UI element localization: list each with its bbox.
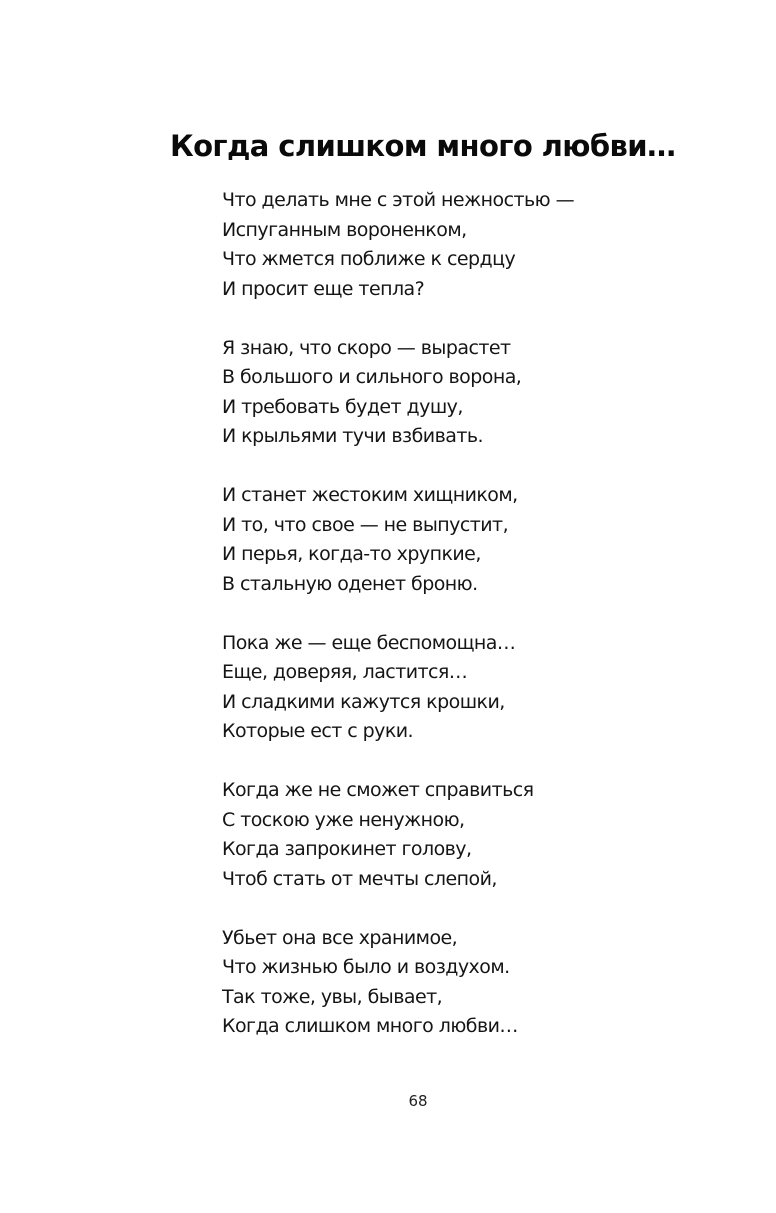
page-number: 68	[408, 1092, 428, 1110]
stanza-3	[222, 481, 682, 599]
verse-line: И станет жестоким хищником,	[222, 484, 518, 506]
verse-line: И то, что свое — не выпустит,	[222, 513, 509, 536]
verse-line: Что жизнью было и воздухом.	[222, 956, 510, 978]
verse-line: Так тоже, увы, бывает,	[222, 985, 443, 1008]
verse-line: Пока же — еще беспомощна…	[222, 631, 516, 654]
verse-line: И просит еще тепла?	[222, 277, 425, 300]
verse-line: Еще, доверяя, ластится…	[222, 661, 468, 683]
verse-line: Что жмется поближе к сердцу	[222, 248, 516, 270]
stanza-6	[222, 924, 682, 1042]
verse-line: Когда запрокинет голову,	[222, 838, 472, 860]
stanza-4	[222, 629, 682, 747]
verse-line: Когда слишком много любви…	[222, 1015, 518, 1037]
verse-line: Когда же не сможет справиться	[222, 779, 534, 801]
verse-line: С тоскою уже ненужною,	[222, 808, 465, 831]
verse-line: В большого и сильного ворона,	[222, 366, 522, 388]
stanza-1	[222, 186, 682, 304]
verse-line: Я знаю, что скоро — вырастет	[222, 336, 511, 359]
verse-line: И перья, когда-то хрупкие,	[222, 543, 481, 565]
poem-title: Когда слишком много любви…	[170, 129, 676, 163]
verse-line: Что делать мне с этой нежностью —	[222, 189, 575, 211]
verse-line: И требовать будет душу,	[222, 395, 463, 418]
stanza-2	[222, 334, 682, 452]
verse-line: В стальную оденет броню.	[222, 572, 478, 595]
verse-line: Чтоб стать от мечты слепой,	[222, 867, 497, 890]
verse-line: Которые ест с руки.	[222, 720, 414, 742]
verse-line: Испуганным вороненком,	[222, 218, 467, 241]
verse-line: Убьет она все хранимое,	[222, 926, 458, 949]
verse-line: И крыльями тучи взбивать.	[222, 425, 483, 447]
poem-body	[222, 186, 682, 1071]
verse-line: И сладкими кажутся крошки,	[222, 690, 505, 713]
stanza-5	[222, 776, 682, 894]
